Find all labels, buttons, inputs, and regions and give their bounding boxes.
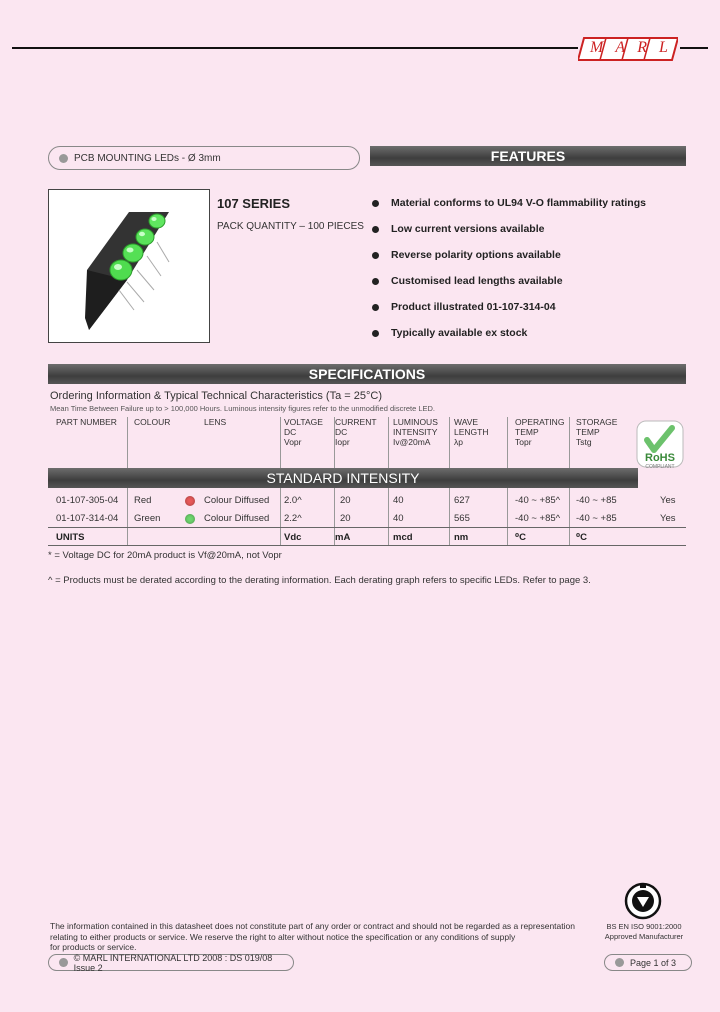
feature-item: Customised lead lengths available bbox=[370, 268, 690, 294]
approved-manufacturer: Approved Manufacturer bbox=[604, 932, 684, 941]
cell-colour: Red bbox=[134, 495, 152, 506]
col-header-current: CURRENT DC Iopr bbox=[335, 417, 377, 447]
bullet-icon bbox=[372, 330, 379, 337]
rohs-sub: COMPLIANT bbox=[645, 464, 675, 470]
disclaimer: The information contained in this datasheet does not constitute part of any order or contract and should not be regarded as a representation relating to either products or service. We reserve the right to alter without notice the specification or any conditions of supply for products or service. bbox=[50, 921, 575, 952]
units-st-temp: ⁰C bbox=[576, 532, 588, 543]
product-image bbox=[48, 189, 210, 343]
cell-current: 20 bbox=[340, 513, 351, 524]
cell-wavelength: 565 bbox=[454, 513, 470, 524]
led-color-swatch bbox=[185, 496, 195, 506]
cell-intensity: 40 bbox=[393, 513, 404, 524]
features-title: FEATURES bbox=[370, 146, 686, 166]
cell-lens: Colour Diffused bbox=[204, 513, 270, 524]
bullet-icon bbox=[59, 154, 68, 163]
features-list bbox=[370, 190, 690, 346]
series-title: 107 SERIES bbox=[217, 196, 290, 211]
units-rule-top bbox=[48, 527, 686, 528]
rohs-label: RoHS bbox=[645, 452, 675, 464]
bullet-icon bbox=[615, 958, 624, 967]
header-rule-end bbox=[680, 47, 708, 49]
bullet-icon bbox=[372, 278, 379, 285]
units-wavelength: nm bbox=[454, 532, 469, 543]
mtbf-note: Mean Time Between Failure up to > 100,000 Hours. Luminous intensity figures refer to the unmodified discrete LED. bbox=[50, 404, 435, 413]
logo-letter: R bbox=[637, 39, 647, 56]
specifications-title: SPECIFICATIONS bbox=[48, 364, 686, 384]
cell-op-temp: -40 ~ +85^ bbox=[515, 513, 561, 524]
units-rule-bottom bbox=[48, 545, 686, 546]
units-voltage: Vdc bbox=[284, 532, 302, 543]
bullet-icon bbox=[372, 304, 379, 311]
cell-op-temp: -40 ~ +85^ bbox=[515, 495, 561, 506]
cell-rohs: Yes bbox=[660, 495, 676, 506]
col-header-part: PART NUMBER bbox=[56, 417, 117, 427]
units-op-temp: ⁰C bbox=[515, 532, 527, 543]
cell-st-temp: -40 ~ +85 bbox=[576, 495, 617, 506]
bullet-icon bbox=[372, 226, 379, 233]
ordering-info: Ordering Information & Typical Technical Characteristics (Ta = 25°C) bbox=[50, 390, 382, 402]
feature-item: Typically available ex stock bbox=[370, 320, 690, 346]
col-header-lens: LENS bbox=[204, 417, 227, 427]
col-header-wavelength: WAVE LENGTH λp bbox=[454, 417, 489, 447]
copyright: © MARL INTERNATIONAL LTD 2008 : DS 019/08 Issue 2 bbox=[73, 952, 273, 973]
col-header-op-temp: OPERATING TEMP Topr bbox=[515, 417, 565, 447]
logo-letter: M bbox=[590, 39, 604, 56]
cell-part: 01-107-314-04 bbox=[56, 513, 119, 524]
col-header-st-temp: STORAGE TEMP Tstg bbox=[576, 417, 618, 447]
page-number: Page 1 of 3 bbox=[630, 957, 677, 968]
led-color-swatch bbox=[185, 514, 195, 524]
cell-voltage: 2.2^ bbox=[284, 513, 302, 524]
pack-quantity: PACK QUANTITY – 100 PIECES bbox=[217, 221, 364, 232]
feature-item: Reverse polarity options available bbox=[370, 242, 690, 268]
cell-lens: Colour Diffused bbox=[204, 495, 270, 506]
bullet-icon bbox=[372, 252, 379, 259]
cell-current: 20 bbox=[340, 495, 351, 506]
units-intensity: mcd bbox=[393, 532, 413, 543]
cell-colour: Green bbox=[134, 513, 161, 524]
cell-wavelength: 627 bbox=[454, 495, 470, 506]
logo-letter: A bbox=[615, 39, 626, 56]
cell-st-temp: -40 ~ +85 bbox=[576, 513, 617, 524]
bsi-certification-icon bbox=[624, 882, 662, 920]
cell-rohs: Yes bbox=[660, 513, 676, 524]
units-label: UNITS bbox=[56, 532, 85, 543]
feature-item: Material conforms to UL94 V-O flammability ratings bbox=[370, 190, 690, 216]
cell-voltage: 2.0^ bbox=[284, 495, 302, 506]
feature-item: Low current versions available bbox=[370, 216, 690, 242]
derating-note: ^ = Products must be derated according to the derating information. Each derating graph refers to specific LEDs. Refer to page 3. bbox=[48, 575, 591, 586]
page-pill bbox=[604, 954, 692, 971]
product-pill bbox=[48, 146, 360, 170]
units-current: mA bbox=[335, 532, 351, 543]
header-rule bbox=[12, 47, 578, 49]
logo-text bbox=[578, 39, 678, 61]
feature-item: Product illustrated 01-107-314-04 bbox=[370, 294, 690, 320]
logo-letter: L bbox=[659, 39, 668, 56]
cell-part: 01-107-305-04 bbox=[56, 495, 119, 506]
col-header-intensity: LUMINOUS INTENSITY Iv@20mA bbox=[393, 417, 438, 447]
col-header-voltage: VOLTAGE DC Vopr bbox=[284, 417, 323, 447]
cell-intensity: 40 bbox=[393, 495, 404, 506]
product-pill-label: PCB MOUNTING LEDs - Ø 3mm bbox=[74, 152, 221, 164]
copyright-pill bbox=[48, 954, 294, 971]
col-header-colour: COLOUR bbox=[134, 417, 171, 427]
bullet-icon bbox=[372, 200, 379, 207]
bullet-icon bbox=[59, 958, 68, 967]
voltage-note: * = Voltage DC for 20mA product is Vf@20mA, not Vopr bbox=[48, 550, 282, 561]
led-array-illustration bbox=[49, 190, 209, 342]
spec-table bbox=[48, 417, 686, 549]
iso-standard: BS EN ISO 9001:2000 bbox=[606, 922, 682, 931]
standard-intensity-title: STANDARD INTENSITY bbox=[48, 468, 638, 488]
